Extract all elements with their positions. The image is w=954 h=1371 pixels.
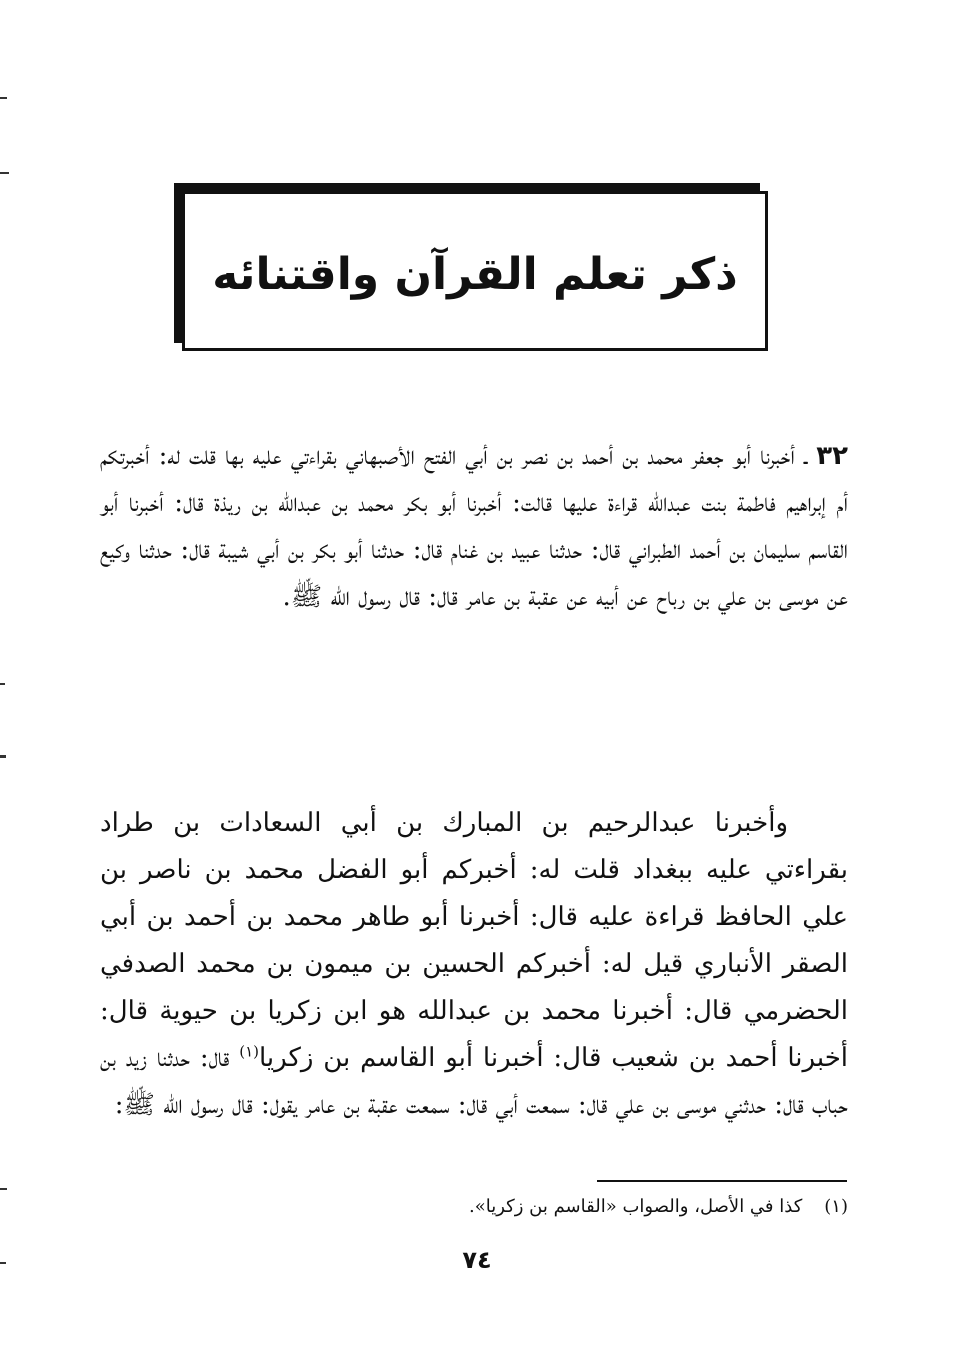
page-number: ٧٤ [462,1246,492,1274]
paragraph-2-text-after: قال: حدثنا زيد بن حباب قال: حدثني موسى بن علي قال: سمعت أبي قال: سمعت عقبة بن عامر يقول: قال رسول الله ﷺ: [100,1043,848,1120]
paragraph-2-text-before: وأخبرنا عبدالرحيم بن المبارك بن أبي السعادات بن طراد بقراءتي عليه ببغداد قلت له: أخبركم أبو الفضل محمد بن ناصر بن علي الحافظ قراءة عليه قال: أخبرنا أبو طاهر محمد بن أحمد بن أبي الصقر الأنباري قيل له: أخبركم الحسين بن ميمون بن محمد الصدفي الحضرمي قال: أخبرنا محمد بن عبدالله هو ابن زكريا بن حيوية قال: أخبرنا أحمد بن شعيب قال: أخبرنا أبو القاسم بن زكريا [100,808,849,1073]
footnote-text: كذا في الأصل، والصواب «القاسم بن زكريا». [469,1196,803,1217]
title-box [182,191,768,351]
paragraph-2 [100,800,848,1129]
title-frame [174,183,768,351]
paragraph-1-text: ـ أخبرنا أبو جعفر محمد بن أحمد بن نصر بن أبي الفتح الأصبهاني بقراءتي عليه بها قلت له: أخبرتكم أم إبراهيم فاطمة بنت عبدالله قراءة عليها قالت: أخبرنا أبو بكر محمد بن عبدالله بن ريذة قال: أخبرنا أبو القاسم سليمان بن أحمد الطبراني قال: حدثنا عبيد بن غنام قال: حدثنا أبو بكر بن أبي شيبة قال: حدثنا وكيع عن موسى بن علي بن رباح عن أبيه عن عقبة بن عامر قال: قال رسول الله ﷺ. [100,441,848,612]
hadith-paragraph-1 [100,433,848,621]
hadith-number: ٣٢ [816,441,848,471]
scan-edge-mark [0,755,6,758]
footnote [469,1192,848,1222]
scan-edge-mark [0,172,9,174]
hadith-paragraph-2 [100,800,848,1129]
paragraph-1 [100,433,848,621]
footnote-divider [597,1180,847,1182]
footnote-reference[interactable]: (١) [239,1042,259,1061]
page-title: ذكر تعلم القرآن واقتنائه [212,248,738,300]
footnote-number: (١) [824,1196,848,1217]
scan-edge-mark [0,97,7,99]
scan-edge-mark [0,1188,7,1190]
scan-edge-mark [0,683,5,685]
